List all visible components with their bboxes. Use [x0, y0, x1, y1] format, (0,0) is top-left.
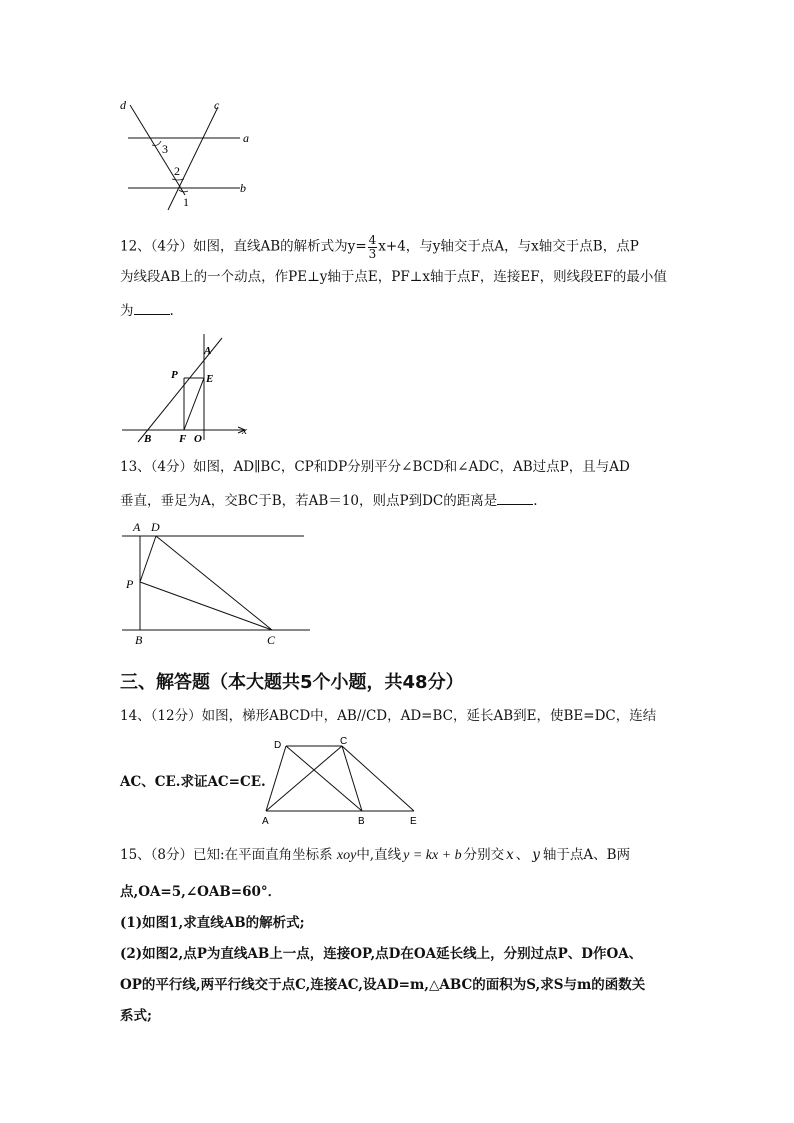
label-C: C: [267, 633, 276, 647]
q13-text-2b: .: [533, 493, 538, 509]
q15-xoy: xoy: [336, 848, 357, 863]
q15-text-1a: 15、（8分）已知:在平面直角坐标系: [120, 847, 333, 863]
q12-line-3: [120, 302, 174, 319]
q15-text-1b: 中,直线: [356, 847, 402, 863]
q12-frac-den: 3: [368, 246, 377, 261]
label-angle-2: 2: [174, 164, 180, 178]
label-a: a: [243, 131, 249, 145]
section-3-title: 三、解答题（本大题共5个小题，共48分）: [120, 672, 464, 693]
q12-text-3a: 为: [120, 303, 134, 319]
label-D: D: [151, 520, 160, 534]
q15-text-1d: 轴于点A、B两: [542, 847, 631, 863]
label-d: d: [120, 98, 126, 112]
label-x: x: [242, 425, 247, 437]
line-d: [130, 105, 185, 195]
label-c: c: [214, 98, 220, 112]
label-A: A: [262, 816, 269, 827]
label-D: D: [274, 740, 282, 751]
angle-arc-1: [179, 190, 188, 192]
q15-line-3: (1)如图1,求直线AB的解析式;: [120, 915, 305, 931]
q12-fraction: [368, 234, 378, 260]
label-P: P: [171, 369, 178, 381]
label-B: B: [358, 816, 365, 827]
q12-line-2: 为线段AB上的一个动点，作PE⊥y轴于点E，PF⊥x轴于点F，连接EF，则线段EF的最小值: [120, 269, 667, 285]
fig-q14-trapezoid: [256, 734, 428, 828]
segment-PD: [140, 536, 156, 582]
segment-EF: [184, 378, 204, 430]
label-C: C: [340, 736, 348, 747]
segment-BC: [342, 746, 362, 811]
q13-text-2a: 垂直，垂足为A，交BC于B，若AB＝10，则点P到DC的距离是: [120, 493, 498, 509]
q15-line-4: (2)如图2,点P为直线AB上一点，连接OP,点D在OA延长线上，分别过点P、D作OA、: [120, 946, 643, 962]
fig-q13-parallel: [118, 518, 318, 650]
line-c: [168, 107, 218, 210]
q15-line-2: 点,OA=5,∠OAB=60°．: [120, 884, 282, 900]
q15-equation: y = kx + b: [403, 848, 462, 863]
q15-line-1: [120, 849, 630, 863]
label-F: F: [179, 433, 187, 445]
label-O: O: [194, 433, 202, 445]
q13-answer-blank: [497, 492, 533, 505]
q15-text-1c: 分别交: [463, 847, 505, 863]
label-P: P: [126, 577, 134, 591]
q15-var-x: x: [506, 847, 514, 863]
label-A: A: [133, 520, 141, 534]
label-angle-3: 3: [162, 142, 168, 156]
label-b: b: [240, 181, 246, 195]
q15-line-6: 系式;: [120, 1008, 152, 1024]
q12-text-1b: x+4，与y轴交于点A，与x轴交于点B，点P: [378, 238, 639, 255]
q12-line-1: [120, 234, 639, 260]
segment-DB: [286, 746, 362, 811]
q12-text-3b: .: [169, 303, 174, 319]
q15-line-5: OP的平行线,两平行线交于点C,连接AC,设AD=m,△ABC的面积为S,求S与m的函数关: [120, 977, 646, 993]
q15-sep: 、: [515, 847, 530, 863]
q14-line-1: 14、（12分）如图，梯形ABCD中，AB//CD，AD=BC，延长AB到E，使BE=DC，连结: [120, 708, 657, 724]
q12-answer-blank: [134, 302, 170, 315]
fig-q12-coordinate: [118, 330, 258, 448]
segment-AC: [266, 746, 342, 811]
label-B: B: [135, 633, 143, 647]
q13-line-1: 13、（4分）如图，AD∥BC，CP和DP分别平分∠BCD和∠ADC，AB过点P，且与AD: [120, 459, 630, 475]
q12-text-1a: 12、（4分）如图，直线AB的解析式为y=: [120, 238, 367, 255]
q13-line-2: [120, 492, 538, 509]
label-angle-1: 1: [183, 195, 189, 209]
q15-var-y: y: [532, 847, 540, 863]
segment-CE: [342, 746, 414, 811]
label-E: E: [410, 816, 417, 827]
label-A: A: [204, 345, 212, 357]
segment-DC: [156, 536, 272, 630]
q14-line-2: AC、CE.求证AC=CE.: [120, 774, 266, 790]
segment-PC: [140, 582, 272, 630]
segment-AD: [266, 746, 286, 811]
label-B: B: [144, 433, 152, 445]
angle-arc-2: [172, 179, 184, 180]
fig-parallel-lines: [110, 95, 270, 215]
q12-frac-num: 4: [368, 233, 377, 247]
label-E: E: [206, 373, 214, 385]
